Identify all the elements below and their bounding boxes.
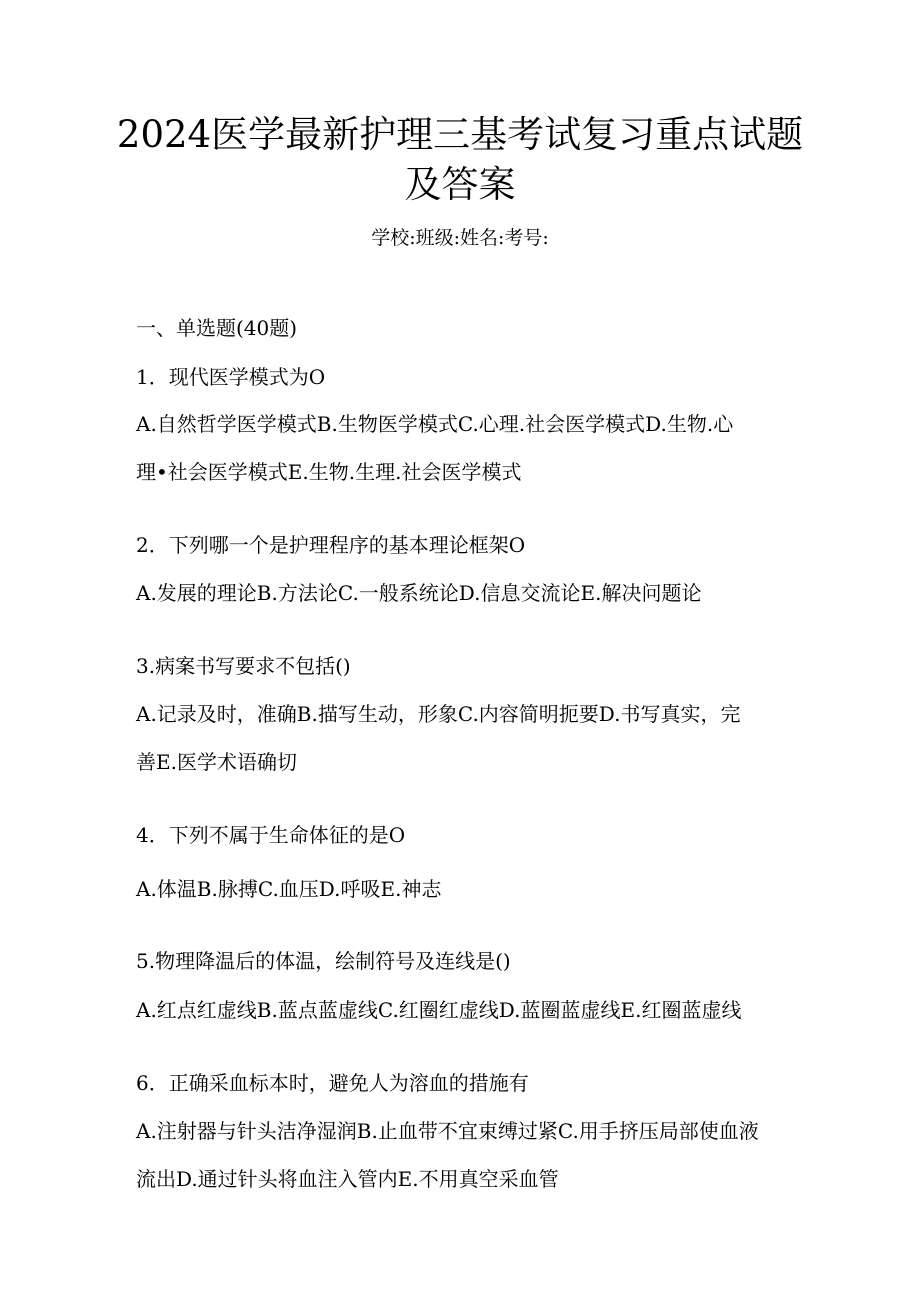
question-1-options-line-1: A.自然哲学医学模式B.生物医学模式C.心理.社会医学模式D.生物.心: [136, 412, 734, 436]
question-4-stem: 4．下列不属于生命体征的是O: [136, 823, 406, 847]
question-2-stem: 2．下列哪一个是护理程序的基本理论框架O: [136, 533, 526, 557]
question-1-stem: 1．现代医学模式为O: [136, 365, 326, 389]
document-title-line-1: 2024医学最新护理三基考试复习重点试题: [116, 113, 804, 156]
question-1-options-line-2: 理•社会医学模式E.生物.生理.社会医学模式: [136, 460, 522, 484]
question-2-options-line-1: A.发展的理论B.方法论C.一般系统论D.信息交流论E.解决问题论: [136, 581, 702, 605]
question-6-options-line-1: A.注射器与针头洁净湿润B.止血带不宜束缚过紧C.用手挤压局部使血液: [136, 1119, 759, 1143]
document-title-line-2: 及答案: [404, 163, 516, 206]
question-5-options-line-1: A.红点红虚线B.蓝点蓝虚线C.红圈红虚线D.蓝圈蓝虚线E.红圈蓝虚线: [136, 998, 742, 1022]
question-3-stem: 3.病案书写要求不包括(): [136, 654, 351, 678]
student-info-line: 学校:班级:姓名:考号:: [371, 227, 549, 249]
question-6-options-line-2: 流出D.通过针头将血注入管内E.不用真空采血管: [136, 1167, 559, 1191]
question-6-stem: 6．正确采血标本时，避免人为溶血的措施有: [136, 1071, 529, 1095]
section-heading: 一、单选题(40题): [136, 316, 298, 340]
question-3-options-line-1: A.记录及时，准确B.描写生动，形象C.内容简明扼要D.书写真实，完: [136, 702, 741, 726]
question-4-options-line-1: A.体温B.脉搏C.血压D.呼吸E.神志: [136, 877, 442, 901]
question-3-options-line-2: 善E.医学术语确切: [136, 750, 297, 774]
question-5-stem: 5.物理降温后的体温，绘制符号及连线是(): [136, 949, 511, 973]
